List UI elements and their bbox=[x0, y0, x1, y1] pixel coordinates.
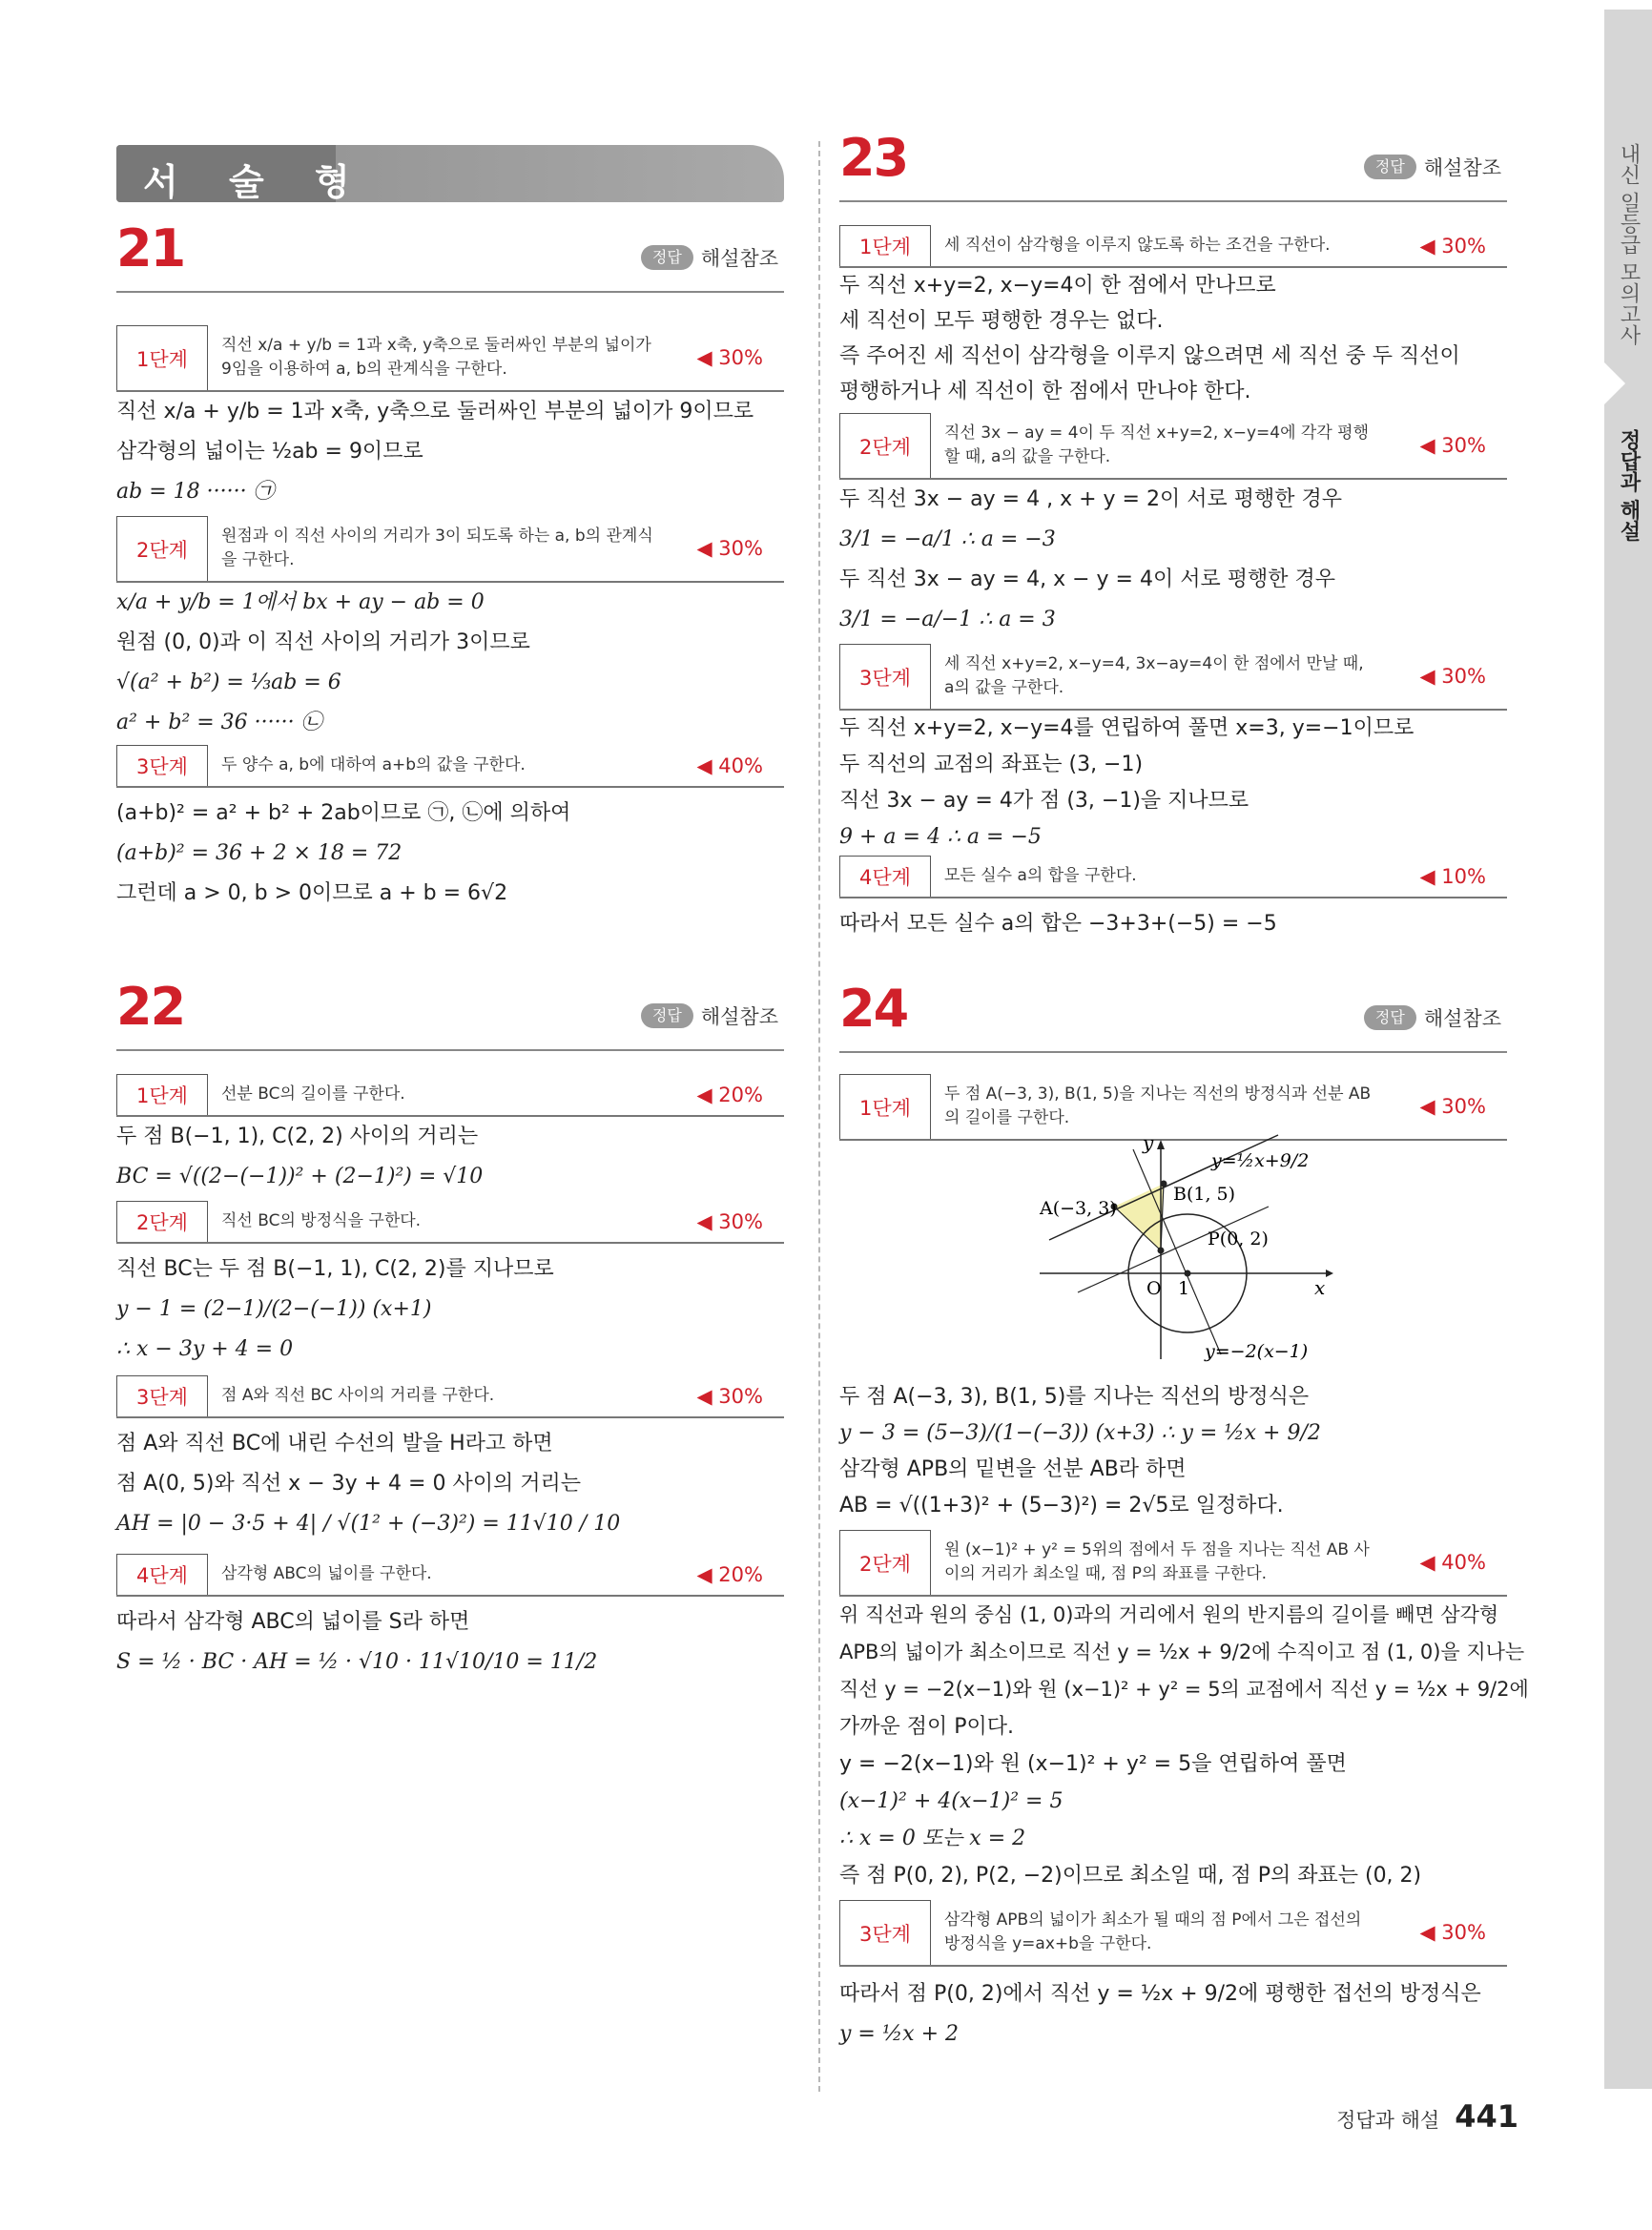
problem-number: 21 bbox=[116, 218, 185, 279]
answer-badge: 정답 bbox=[1364, 155, 1416, 179]
step-percent: ◀ 30% bbox=[1419, 665, 1486, 688]
solution-line: APB의 넓이가 최소이므로 직선 y = ½x + 9/2에 수직이고 점 (1, 0)을 지나는 bbox=[839, 1641, 1525, 1663]
step-percent: ◀ 30% bbox=[696, 346, 763, 369]
step-description: 모든 실수 a의 합을 구한다. bbox=[944, 865, 1137, 885]
step-2 bbox=[116, 516, 784, 583]
solution-line: y = ½x + 2 bbox=[839, 2022, 959, 2046]
solution-line: 직선 y = −2(x−1)와 원 (x−1)² + y² = 5의 교점에서 직선 y = ½x + 9/2에 bbox=[839, 1678, 1529, 1701]
step-percent: ◀ 30% bbox=[1419, 434, 1486, 457]
page-number: 441 bbox=[1455, 2098, 1518, 2135]
step-description: 세 직선이 삼각형을 이루지 않도록 하는 조건을 구한다. bbox=[944, 235, 1331, 255]
solution-line: 삼각형의 넓이는 ½ab = 9이므로 bbox=[116, 440, 423, 464]
point-a-label: A(−3, 3) bbox=[1040, 1198, 1117, 1219]
solution-line: 즉 주어진 세 직선이 삼각형을 이루지 않으려면 세 직선 중 두 직선이 bbox=[839, 344, 1460, 368]
answer-text: 해설참조 bbox=[700, 1005, 778, 1028]
step-description: 직선 3x − ay = 4이 두 직선 x+y=2, x−y=4에 각각 평행할 때, a의 값을 구한다. bbox=[944, 423, 1369, 466]
problem-header bbox=[839, 124, 1507, 202]
solution-line: 따라서 모든 실수 a의 합은 −3+3+(−5) = −5 bbox=[839, 912, 1277, 936]
solution-line: 따라서 점 P(0, 2)에서 직선 y = ½x + 9/2에 평행한 접선의 방정식은 bbox=[839, 1982, 1481, 2006]
solution-line: 3/1 = −a/1 ∴ a = −3 bbox=[839, 527, 1056, 551]
point-p bbox=[1158, 1248, 1165, 1254]
step-label: 2단계 bbox=[116, 516, 208, 581]
column-divider bbox=[818, 141, 820, 2092]
problem-number: 22 bbox=[116, 977, 185, 1037]
step-label: 2단계 bbox=[839, 1530, 931, 1595]
step-description: 선분 BC의 길이를 구한다. bbox=[221, 1084, 405, 1104]
step-4 bbox=[116, 1554, 784, 1597]
step-label: 2단계 bbox=[116, 1201, 208, 1242]
step-percent: ◀ 30% bbox=[1419, 1095, 1486, 1118]
footer-label: 정답과 해설 bbox=[1336, 2109, 1440, 2132]
solution-line: BC = √((2−(−1))² + (2−1)²) = √10 bbox=[116, 1165, 484, 1188]
step-label: 1단계 bbox=[839, 1074, 931, 1139]
step-label: 3단계 bbox=[839, 1900, 931, 1965]
solution-line: 두 점 A(−3, 3), B(1, 5)를 지나는 직선의 방정식은 bbox=[839, 1385, 1310, 1409]
step-description: 두 양수 a, b에 대하여 a+b의 값을 구한다. bbox=[221, 754, 526, 774]
solution-line: 점 A(0, 5)와 직선 x − 3y + 4 = 0 사이의 거리는 bbox=[116, 1472, 581, 1496]
answer-tag bbox=[641, 1001, 778, 1030]
step-percent: ◀ 40% bbox=[696, 754, 763, 777]
step-description: 삼각형 ABC의 넓이를 구한다. bbox=[221, 1563, 432, 1583]
step-3 bbox=[116, 1375, 784, 1418]
step-description: 직선 BC의 방정식을 구한다. bbox=[221, 1210, 422, 1230]
answer-tag bbox=[641, 243, 778, 272]
solution-line: 직선 x/a + y/b = 1과 x축, y축으로 둘러싸인 부분의 넓이가 9이므로 bbox=[116, 400, 754, 423]
line-ab-label: y=½x+9/2 bbox=[1211, 1150, 1310, 1171]
point-b bbox=[1161, 1181, 1167, 1187]
problem-header bbox=[116, 973, 784, 1051]
section-title: 서 술 형 bbox=[143, 161, 369, 203]
solution-line: S = ½ · BC · AH = ½ · √10 · 11√10/10 = 11/2 bbox=[116, 1650, 598, 1674]
step-description: 점 A와 직선 BC 사이의 거리를 구한다. bbox=[221, 1385, 495, 1405]
solution-line: a² + b² = 36 ······ ㉡ bbox=[116, 711, 322, 734]
solution-line: 가까운 점이 P이다. bbox=[839, 1715, 1015, 1739]
tangent-line bbox=[1078, 1207, 1269, 1292]
step-2 bbox=[839, 1530, 1507, 1597]
point-p-label: P(0, 2) bbox=[1208, 1229, 1269, 1249]
step-description: 세 직선 x+y=2, x−y=4, 3x−ay=4이 한 점에서 만날 때, a의 값을 구한다. bbox=[944, 653, 1364, 697]
solution-line: ∴ x − 3y + 4 = 0 bbox=[116, 1337, 294, 1361]
step-description: 직선 x/a + y/b = 1과 x축, y축으로 둘러싸인 부분의 넓이가 9임을 이용하여 a, b의 관계식을 구한다. bbox=[221, 335, 651, 379]
one-label: 1 bbox=[1178, 1278, 1190, 1299]
origin-label: O bbox=[1146, 1278, 1162, 1299]
answer-badge: 정답 bbox=[1364, 1005, 1416, 1030]
step-3 bbox=[839, 644, 1507, 711]
solution-line: 두 직선 x+y=2, x−y=4이 한 점에서 만나므로 bbox=[839, 274, 1276, 298]
solution-line: y − 3 = (5−3)/(1−(−3)) (x+3) ∴ y = ½x + 9/2 bbox=[839, 1421, 1321, 1445]
answer-tag bbox=[1364, 153, 1501, 181]
step-label: 1단계 bbox=[839, 225, 931, 266]
solution-line: 두 점 B(−1, 1), C(2, 2) 사이의 거리는 bbox=[116, 1125, 479, 1148]
step-percent: ◀ 20% bbox=[696, 1562, 763, 1586]
solution-line: 따라서 삼각형 ABC의 넓이를 S라 하면 bbox=[116, 1610, 470, 1634]
y-axis-arrow bbox=[1157, 1140, 1165, 1149]
sidebar-notch bbox=[1604, 362, 1625, 404]
solution-line: AB = √((1+3)² + (5−3)²) = 2√5로 일정하다. bbox=[839, 1494, 1284, 1518]
step-percent: ◀ 10% bbox=[1419, 864, 1486, 888]
solution-line: 삼각형 APB의 밑변을 선분 AB라 하면 bbox=[839, 1457, 1187, 1481]
solution-line: 직선 BC는 두 점 B(−1, 1), C(2, 2)를 지나므로 bbox=[116, 1257, 554, 1281]
solution-line: 위 직선과 원의 중심 (1, 0)과의 거리에서 원의 반지름의 길이를 빼면 삼각형 bbox=[839, 1603, 1499, 1626]
solution-line: 두 직선 3x − ay = 4 , x + y = 2이 서로 평행한 경우 bbox=[839, 487, 1342, 511]
step-2 bbox=[116, 1201, 784, 1244]
solution-line: 즉 점 P(0, 2), P(2, −2)이므로 최소일 때, 점 P의 좌표는 (0, 2) bbox=[839, 1864, 1422, 1888]
step-percent: ◀ 40% bbox=[1419, 1551, 1486, 1574]
solution-line: 원점 (0, 0)과 이 직선 사이의 거리가 3이므로 bbox=[116, 630, 530, 654]
step-3 bbox=[116, 745, 784, 788]
solution-line: x/a + y/b = 1에서 bx + ay − ab = 0 bbox=[116, 590, 485, 614]
step-1 bbox=[116, 325, 784, 392]
step-percent: ◀ 30% bbox=[696, 1209, 763, 1233]
answer-text: 해설참조 bbox=[1423, 1007, 1501, 1030]
solution-line: ab = 18 ······ ㉠ bbox=[116, 480, 275, 504]
step-description: 삼각형 APB의 넓이가 최소가 될 때의 점 P에서 그은 접선의 방정식을 y=ax+b을 구한다. bbox=[944, 1910, 1362, 1953]
answer-badge: 정답 bbox=[641, 245, 693, 270]
solution-line: 두 직선 3x − ay = 4, x − y = 4이 서로 평행한 경우 bbox=[839, 568, 1335, 591]
point-b-label: B(1, 5) bbox=[1173, 1184, 1236, 1205]
solution-line: y − 1 = (2−1)/(2−(−1)) (x+1) bbox=[116, 1297, 432, 1321]
step-percent: ◀ 20% bbox=[696, 1083, 763, 1106]
step-label: 1단계 bbox=[116, 325, 208, 390]
step-4 bbox=[839, 856, 1507, 898]
answer-text: 해설참조 bbox=[700, 247, 778, 270]
circle-center bbox=[1185, 1270, 1191, 1277]
step-percent: ◀ 30% bbox=[696, 537, 763, 560]
footer bbox=[1336, 2098, 1518, 2135]
solution-line: 직선 3x − ay = 4가 점 (3, −1)을 지나므로 bbox=[839, 789, 1249, 813]
problem-21 bbox=[116, 215, 784, 914]
solution-line: AH = |0 − 3·5 + 4| / √(1² + (−3)²) = 11√10 / 10 bbox=[116, 1512, 621, 1536]
solution-line: (a+b)² = a² + b² + 2ab이므로 ㉠, ㉡에 의하여 bbox=[116, 801, 571, 825]
answer-badge: 정답 bbox=[641, 1003, 693, 1028]
section-banner bbox=[116, 145, 784, 202]
x-axis-label: x bbox=[1314, 1276, 1326, 1299]
line-perpendicular bbox=[1133, 1149, 1221, 1354]
step-percent: ◀ 30% bbox=[1419, 1921, 1486, 1944]
solution-line: 9 + a = 4 ∴ a = −5 bbox=[839, 825, 1042, 849]
solution-line: √(a² + b²) = ⅓ab = 6 bbox=[116, 671, 341, 694]
step-label: 3단계 bbox=[116, 745, 208, 786]
sidebar-section: 정답과 해설 bbox=[1617, 429, 1641, 542]
step-1 bbox=[839, 225, 1507, 268]
problem-23 bbox=[839, 124, 1507, 944]
y-axis-label: y bbox=[1143, 1131, 1154, 1154]
solution-line: 그런데 a > 0, b > 0이므로 a + b = 6√2 bbox=[116, 881, 508, 905]
problem-22 bbox=[116, 973, 784, 1683]
solution-line: ∴ x = 0 또는 x = 2 bbox=[839, 1827, 1026, 1850]
x-axis-arrow bbox=[1326, 1270, 1333, 1277]
coordinate-graph bbox=[1030, 1130, 1335, 1364]
problem-number: 24 bbox=[839, 979, 908, 1039]
solution-line: 3/1 = −a/−1 ∴ a = 3 bbox=[839, 608, 1056, 631]
step-description: 두 점 A(−3, 3), B(1, 5)을 지나는 직선의 방정식과 선분 AB의 길이를 구한다. bbox=[944, 1084, 1372, 1127]
step-percent: ◀ 30% bbox=[696, 1384, 763, 1408]
step-label: 1단계 bbox=[116, 1074, 208, 1115]
solution-line: 두 직선의 교점의 좌표는 (3, −1) bbox=[839, 753, 1144, 776]
problem-header bbox=[116, 215, 784, 293]
solution-line: (x−1)² + 4(x−1)² = 5 bbox=[839, 1789, 1063, 1813]
solution-line: 평행하거나 세 직선이 한 점에서 만나야 한다. bbox=[839, 380, 1251, 403]
step-description: 원 (x−1)² + y² = 5위의 점에서 두 점을 지나는 직선 AB 사이의 거리가 최소일 때, 점 P의 좌표를 구한다. bbox=[944, 1539, 1370, 1583]
step-description: 원점과 이 직선 사이의 거리가 3이 되도록 하는 a, b의 관계식을 구한다. bbox=[221, 526, 653, 569]
step-label: 3단계 bbox=[116, 1375, 208, 1416]
step-1 bbox=[116, 1074, 784, 1117]
step-3 bbox=[839, 1900, 1507, 1967]
answer-text: 해설참조 bbox=[1423, 156, 1501, 179]
step-label: 4단계 bbox=[839, 856, 931, 897]
solution-line: 세 직선이 모두 평행한 경우는 없다. bbox=[839, 309, 1164, 333]
sidebar-title: 내신 일등급 모의고사 bbox=[1617, 143, 1641, 345]
step-label: 2단계 bbox=[839, 413, 931, 478]
solution-line: 점 A와 직선 BC에 내린 수선의 발을 H라고 하면 bbox=[116, 1432, 553, 1456]
answer-tag bbox=[1364, 1003, 1501, 1032]
problem-number: 23 bbox=[839, 128, 908, 188]
step-label: 4단계 bbox=[116, 1554, 208, 1595]
line-perpendicular-label: y=−2(x−1) bbox=[1205, 1341, 1309, 1362]
solution-line: (a+b)² = 36 + 2 × 18 = 72 bbox=[116, 841, 403, 865]
step-percent: ◀ 30% bbox=[1419, 234, 1486, 258]
step-label: 3단계 bbox=[839, 644, 931, 709]
step-2 bbox=[839, 413, 1507, 480]
solution-line: 두 직선 x+y=2, x−y=4를 연립하여 풀면 x=3, y=−1이므로 bbox=[839, 716, 1415, 740]
problem-header bbox=[839, 975, 1507, 1053]
solution-line: y = −2(x−1)와 원 (x−1)² + y² = 5을 연립하여 풀면 bbox=[839, 1752, 1347, 1776]
